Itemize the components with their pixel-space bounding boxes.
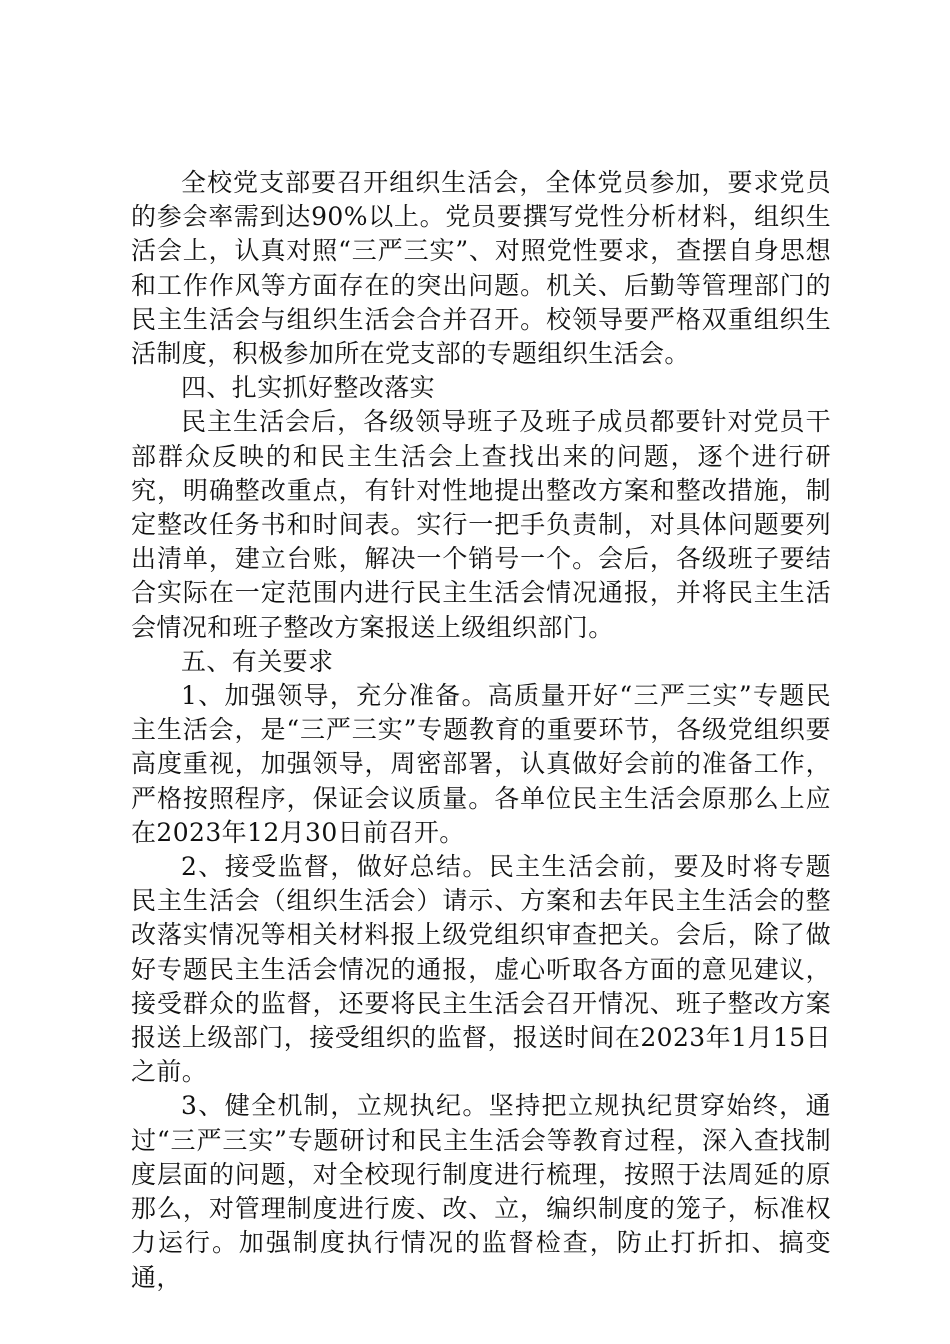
paragraph-requirement-2: 2、接受监督，做好总结。民主生活会前，要及时将专题民主生活会（组织生活会）请示、方案和去年民主生活会的整改落实情况等相关材料报上级党组织审查把关。会后，除了做好专题民主生活会情况的通报，虚心听取各方面的意见建议，接受群众的监督，还要将民主生活会召开情况、班子整改方案报送上级部门，接受组织的监督，报送时间在2023年1月15日之前。 bbox=[131, 852, 831, 1087]
paragraph-party-branch-meeting: 全校党支部要召开组织生活会，全体党员参加，要求党员的参会率需到达90%以上。党员要撰写党性分析材料，组织生活会上，认真对照“三严三实”、对照党性要求，查摆自身思想和工作作风等方面存在的突出问题。机关、后勤等管理部门的民主生活会与组织生活会合并召开。校领导要严格双重组织生活制度，积极参加所在党支部的专题组织生活会。 bbox=[131, 168, 831, 369]
section-heading-requirements: 五、有关要求 bbox=[181, 646, 334, 676]
document-body bbox=[131, 166, 831, 1295]
paragraph-rectification: 民主生活会后，各级领导班子及班子成员都要针对党员干部群众反映的和民主生活会上查找出来的问题，逐个进行研究，明确整改重点，有针对性地提出整改方案和整改措施，制定整改任务书和时间表。实行一把手负责制，对具体问题要列出清单，建立台账，解决一个销号一个。会后，各级班子要结合实际在一定范围内进行民主生活会情况通报，并将民主生活会情况和班子整改方案报送上级组织部门。 bbox=[131, 407, 831, 642]
paragraph-requirement-1: 1、加强领导，充分准备。高质量开好“三严三实”专题民主生活会，是“三严三实”专题教育的重要环节，各级党组织要高度重视，加强领导，周密部署，认真做好会前的准备工作，严格按照程序，保证会议质量。各单位民主生活会原那么上应在2023年12月30日前召开。 bbox=[131, 681, 831, 847]
section-heading-rectification: 四、扎实抓好整改落实 bbox=[181, 373, 436, 403]
paragraph-requirement-3: 3、健全机制，立规执纪。坚持把立规执纪贯穿始终，通过“三严三实”专题研讨和民主生活会等教育过程，深入查找制度层面的问题，对全校现行制度进行梳理，按照于法周延的原那么，对管理制度进行废、改、立，编织制度的笼子，标准权力运行。加强制度执行情况的监督检查，防止打折扣、搞变通， bbox=[131, 1091, 831, 1292]
